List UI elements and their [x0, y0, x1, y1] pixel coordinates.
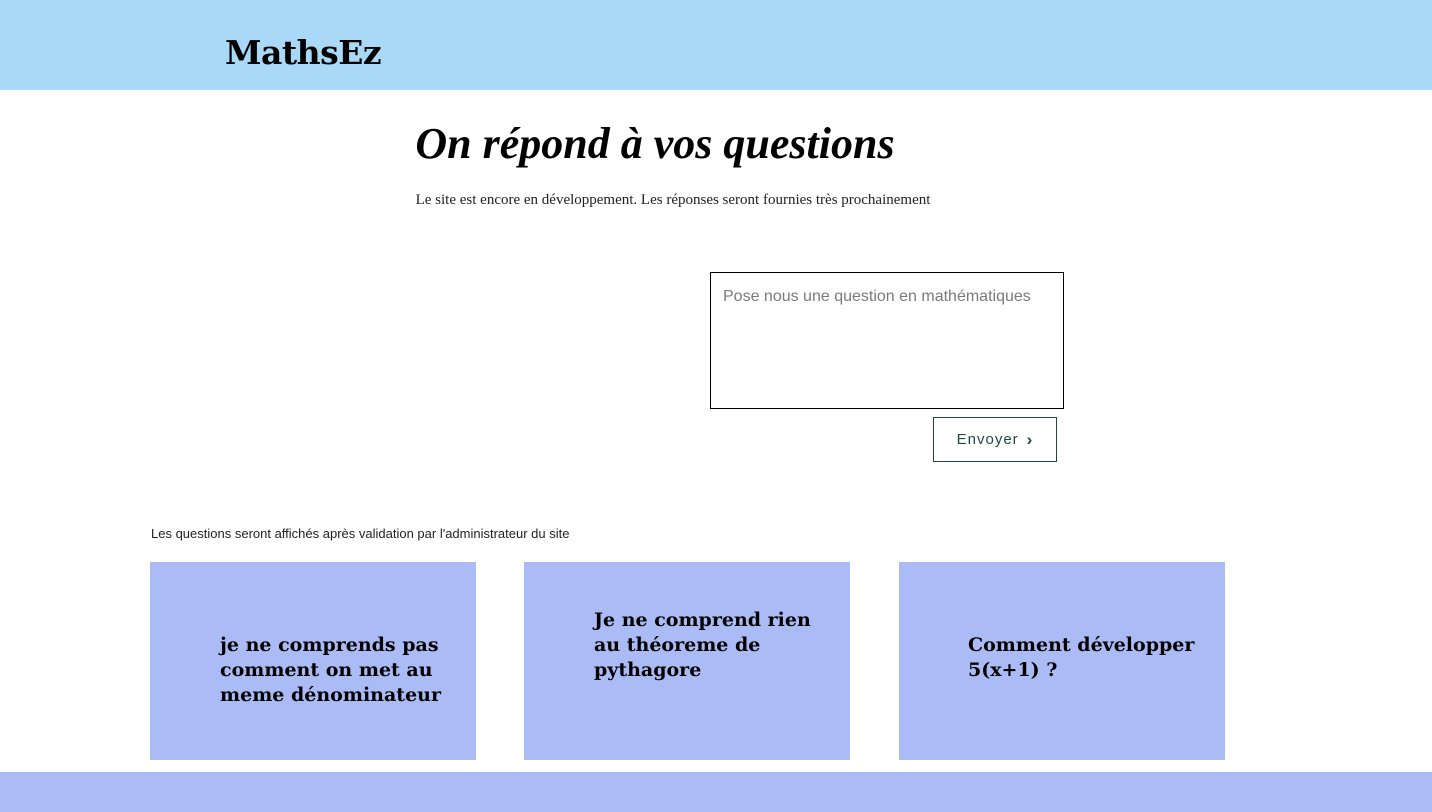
moderation-notice: Les questions seront affichés après validation par l'administrateur du site — [151, 526, 570, 541]
site-footer — [0, 772, 1432, 812]
question-card[interactable] — [150, 562, 476, 760]
question-card[interactable] — [899, 562, 1225, 760]
question-card-text: Je ne comprend rien au théoreme de pythagore — [594, 609, 811, 681]
page-title: On répond à vos questions — [415, 119, 895, 168]
question-input[interactable] — [710, 272, 1064, 409]
question-card-text: je ne comprends pas comment on met au meme dénominateur — [220, 634, 441, 706]
send-button[interactable] — [933, 417, 1057, 462]
site-logo[interactable]: MathsEz — [225, 33, 382, 72]
send-button-label: Envoyer — [956, 431, 1019, 448]
chevron-right-icon: › — [1026, 430, 1034, 449]
site-header — [0, 0, 1432, 90]
question-card[interactable] — [524, 562, 850, 760]
page-subtitle: Le site est encore en développement. Les réponses seront fournies très prochainement — [415, 192, 931, 208]
question-card-text: Comment développer 5(x+1) ? — [968, 634, 1195, 681]
